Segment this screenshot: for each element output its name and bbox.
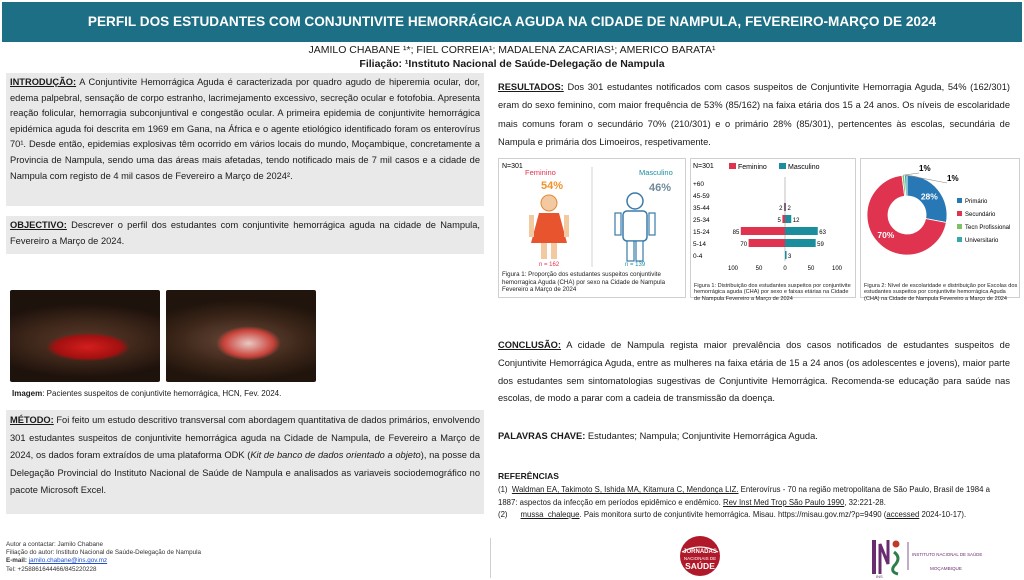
pyramid-bar-female — [741, 227, 785, 235]
footer-divider — [490, 538, 491, 578]
results-section — [498, 78, 1010, 151]
svg-text:SAÚDE: SAÚDE — [685, 561, 715, 571]
contact-info — [6, 541, 201, 574]
contact-author: Autor a contactar: Jamilo Chabane — [6, 541, 103, 548]
pyramid-value-male: 12 — [792, 218, 800, 224]
male-percent-label: 46% — [649, 182, 672, 194]
poster-title: PERFIL DOS ESTUDANTES COM CONJUNTIVITE HEMORRÁGICA AGUDA NA CIDADE DE NAMPULA, FEVEREIRO-MARÇO DE 2024 — [2, 2, 1022, 42]
female-count-label: n = 162 — [539, 262, 560, 268]
donut-legend-swatch — [957, 211, 962, 216]
svg-text:INS: INS — [876, 574, 883, 578]
contact-email-line: E-mail: jamilo.chabane@ins.gov.mz — [6, 557, 108, 565]
pyramid-value-female: 2 — [779, 206, 783, 212]
pyramid-x-tick: 50 — [807, 266, 815, 272]
svg-text:NACIONAIS DE: NACIONAIS DE — [683, 556, 717, 561]
keywords-heading: PALAVRAS CHAVE: — [498, 431, 586, 441]
pyramid-n-label: N=301 — [693, 163, 714, 170]
pyramid-age-label: 5-14 — [693, 241, 707, 248]
authors-line: JAMILO CHABANE ¹*; FIEL CORREIA¹; MADALENA ZACARIAS¹; AMERICO BARATA¹ — [308, 44, 716, 56]
pyramid-x-tick: 50 — [755, 266, 763, 272]
figure3-caption: Figura 2: Nível de escolaridade e distribuição por Escolas dos estudantes suspeitos por conjuntivite hemorrágica Aguda (CHA) na Cidade de Nampula Fevereiro a Março de 2024 — [864, 283, 1018, 302]
pyramid-value-male: 59 — [817, 242, 824, 248]
keywords-section — [498, 429, 1010, 445]
objective-heading: OBJECTIVO: — [10, 220, 67, 230]
pyramid-value-male: 2 — [787, 206, 791, 212]
objective-section — [6, 216, 484, 254]
donut-percent-label: 70% — [877, 229, 895, 240]
donut-percent-label: 1% — [947, 174, 959, 183]
objective-text: Descrever o perfil dos estudantes com conjuntivite hemorrágica aguda na cidade de Nampula, Fevereiro a Março de 2024. — [10, 220, 480, 246]
pyramid-bar-female — [749, 239, 785, 247]
patient-eye-photo-left — [10, 290, 160, 382]
pyramid-age-label: 0-4 — [693, 253, 703, 260]
svg-text:JORNADAS: JORNADAS — [683, 549, 717, 555]
reference-1: (1) Waldman EA, Takimoto S, Ishida MA, Kitamura C, Mendonça LIZ. Enterovírus - 70 na região metropolitana de São Paulo, Brasil de 1984 a 1887: aspectos da infecção em períodos epidêmico e endêmico. Rev Inst Med Trop São Paulo 1990, 32:221-28. — [498, 485, 990, 507]
education-donut-chart — [861, 159, 1019, 279]
pyramid-legend-male: Masculino — [788, 164, 820, 171]
references-section — [498, 470, 1008, 521]
pyramid-bar-male — [785, 251, 787, 259]
donut-legend-swatch — [957, 198, 962, 203]
method-section — [6, 410, 484, 514]
donut-legend-label: Tecn Profissional — [965, 225, 1011, 231]
contact-email-link[interactable]: jamilo.chabane@ins.gov.mz — [28, 557, 108, 565]
female-legend-swatch — [729, 163, 736, 169]
results-text: Dos 301 estudantes notificados com casos suspeitos de Conjuntivite Hemorragia Aguda, 54% (162/301) eram do sexo feminino, com maior frequência de 53% (85/162) na faixa etária dos 15 a 24 anos. Os níveis de escolaridade mais comuns foram o secundário 70% (210/301) e o primário 28% (85/301), pertencentes às escolas, secundária de Nampula e primária dos Limoeiros, respetivamente. — [498, 82, 1010, 147]
pyramid-age-label: 25-34 — [693, 217, 710, 224]
figure2-caption: Figura 1: Distribuição dos estudantes suspeitos por conjuntivite hemorrágica aguda (CHA) por sexo e faixas etárias na Cidade de Nampula Fevereiro a Março de 2024 — [694, 283, 851, 302]
figure-sex-proportion — [498, 158, 686, 298]
contact-affiliation: Filiação do autor: Instituto Nacional de Saúde-Delegação de Nampula — [6, 549, 201, 557]
pyramid-value-female: 70 — [740, 242, 748, 248]
conclusion-heading: CONCLUSÃO: — [498, 340, 562, 350]
figure-education-donut — [860, 158, 1020, 302]
introduction-text: A Conjuntivite Hemorrágica Aguda é caracterizada por quadro agudo de hiperemia ocular, dor, edema palpebral, sensação de corpo estranho, lacrimejamento excessivo, secreção ocular e fotofobia. Apresenta reação folicular, hemorragia subconjuntival e congestão ocular. A primeira epidemia de conjuntivite hemorrágica epidémica aguda foi descrita em 1969 em Gana, na África e o agente etiológico identificado foram os enterovírus 70¹. Desde então, epidemias explosivas têm ocorrido em vários locais do mundo, Moçambique, concretamente a Provincia de Nampula, sendo uma das áreas mais afetadas, tendo notificado mais de 7 mil casos e a cidade de Nampula com registo de 4 mil casos de Fevereiro a Março de 2024². — [10, 77, 480, 181]
donut-percent-label: 28% — [920, 191, 938, 202]
pyramid-age-label: 45-59 — [693, 193, 710, 200]
pyramid-value-male: 63 — [819, 230, 826, 236]
male-legend-label: Masculino — [639, 168, 673, 177]
pyramid-value-female: 85 — [732, 230, 740, 236]
method-text-italic: Kit de banco de dados orientado a objeto — [250, 450, 421, 460]
age-pyramid-chart — [691, 159, 855, 281]
donut-legend-label: Secundário — [965, 212, 996, 218]
pyramid-bar-female — [782, 215, 785, 223]
donut-legend-swatch — [957, 237, 962, 242]
affiliation-line: Filiação: ¹Instituto Nacional de Saúde-Delegação de Nampula — [359, 58, 665, 70]
figure1-caption: Figura 1: Proporção dos estudantes suspeitos conjuntivite hemorragica Aguda (CHA) por sexo na Cidade de Nampula Fevereiro a Março de 2024 — [502, 271, 666, 293]
svg-text:INSTITUTO NACIONAL DE SAÚDE: INSTITUTO NACIONAL DE SAÚDE — [912, 552, 983, 557]
contact-phone: Tel: +258861644466/845220228 — [6, 565, 97, 573]
keywords-text: Estudantes; Nampula; Conjuntivite Hemorrágica Aguda. — [587, 431, 818, 441]
male-count-label: n = 139 — [625, 262, 646, 268]
references-heading: REFERÊNCIAS — [498, 471, 559, 481]
pyramid-x-tick: 0 — [783, 266, 787, 272]
sex-n-label: N=301 — [502, 163, 523, 170]
female-percent-label: 54% — [541, 180, 564, 192]
patient-eye-photo-right — [166, 290, 316, 382]
svg-text:MOÇAMBIQUE: MOÇAMBIQUE — [930, 566, 962, 571]
conclusion-section — [498, 337, 1010, 408]
introduction-section — [6, 73, 484, 206]
method-text-a: Foi feito um estudo descritivo transversal com abordagem quantitativa de dados primários, envolvendo 301 estudantes suspeitos de conjuntivite hemorrágica aguda na Cidade de Nampula, de Fevereiro a Março de 2024, os dados foram extraídos de uma plataforma ODK ( — [10, 415, 480, 460]
pyramid-age-label: +60 — [693, 181, 705, 188]
pyramid-legend-female: Feminino — [738, 164, 767, 171]
ins-mozambique-logo — [870, 534, 990, 578]
pyramid-value-female: 5 — [777, 218, 781, 224]
pyramid-x-tick: 100 — [727, 266, 739, 272]
pyramid-value-male: 3 — [788, 254, 792, 260]
donut-legend-label: Universitario — [965, 238, 999, 244]
jornadas-saude-logo — [660, 534, 740, 578]
conclusion-text: A cidade de Nampula regista maior prevalência dos casos notificados de estudantes suspeitos de Conjuntivite Hemorrágica Aguda, entre as mulheres na faixa etária de 15 a 24 anos (os adolescentes e jovens), maior parte dos estudantes sem sintomatologias sugestivas de Conjuntivite Hemorrágica. Recomenda-se educação para saúde nas escolas, de modo a parar com a cadeia de transmissão da doença. — [498, 340, 1010, 404]
pyramid-bar-male — [785, 239, 816, 247]
pyramid-bar-male — [785, 227, 818, 235]
male-figure-icon — [615, 193, 655, 261]
introduction-heading: INTRODUÇÃO: — [10, 77, 77, 87]
donut-legend-label: Primário — [965, 199, 988, 205]
reference-2: (2) mussa_chaleque. Pais monitora surto de conjuntivite hemorrágica. Misau. https://misau.gov.mz/?p=9490 (accessed 2024-10-17). — [498, 509, 967, 519]
pyramid-x-tick: 100 — [831, 266, 843, 272]
pyramid-age-label: 35-44 — [693, 205, 710, 212]
sex-proportion-chart — [499, 159, 685, 269]
image-caption: Imagem: Pacientes suspeitos de conjuntivite hemorrágica, HCN, Fev. 2024. — [12, 389, 282, 398]
pyramid-age-label: 15-24 — [693, 229, 710, 236]
pyramid-bar-male — [785, 215, 791, 223]
method-text-b: ), na posse da Delegação Provincial do Instituto Nacional de Saúde de Nampula e analisados as variaveis sociodemográfico no pacote Microsoft Excel. — [10, 450, 481, 495]
method-heading: MÉTODO: — [10, 415, 54, 425]
results-heading: RESULTADOS: — [498, 82, 564, 92]
female-figure-icon — [529, 195, 569, 259]
donut-legend-swatch — [957, 224, 962, 229]
donut-percent-label: 1% — [919, 164, 931, 173]
male-legend-swatch — [779, 163, 786, 169]
figure-age-pyramid — [690, 158, 856, 302]
pyramid-bar-female — [784, 203, 785, 211]
female-legend-label: Feminino — [525, 168, 556, 177]
pyramid-bar-male — [785, 203, 786, 211]
